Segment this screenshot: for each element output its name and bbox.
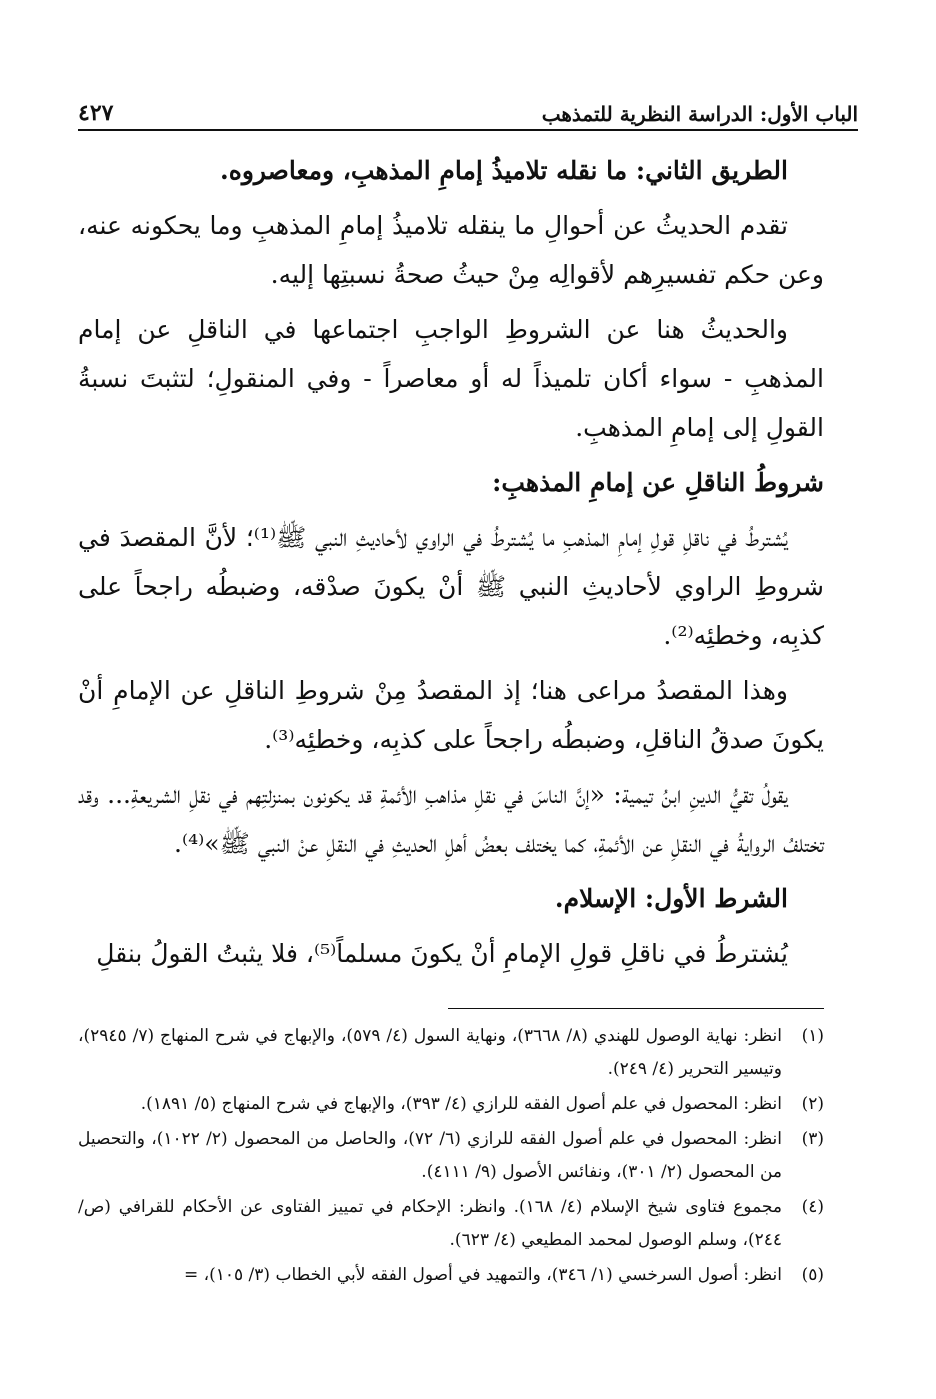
footnote [78, 1020, 824, 1086]
section-heading: الشرط الأول: الإسلام. [554, 884, 788, 913]
footnote-text: انظر: المحصول في علم أصول الفقه للرازي (٦/ ٧٢)، والحاصل من المحصول (٢/ ١٠٢٢)، والتحصيل من المحصول (٢/ ٣٠١)، ونفائس الأصول (٩/ ٤١١١). [78, 1129, 782, 1182]
main-text [78, 146, 824, 984]
page-header [78, 94, 858, 126]
running-title: الباب الأول: الدراسة النظرية للتمذهب [541, 102, 858, 126]
footnotes [78, 1020, 824, 1294]
footnote-text: انظر: أصول السرخسي (١/ ٣٤٦)، والتمهيد في أصول الفقه لأبي الخطاب (٣/ ١٠٥)، = [183, 1265, 782, 1285]
paragraph: يُشترطُ في ناقلِ قولِ إمامِ المذهبِ ما يُشترطُ في الراوي لأحاديثِ النبي ﷺ⁽¹⁾؛ لأنَّ المقصدَ في شروطِ الراوي لأحاديثِ النبي ﷺ أنْ يكونَ صدْقه، وضبطُه راجحاً على كذبِه، وخطئِه⁽²⁾. [78, 523, 824, 650]
footnote [78, 1088, 824, 1121]
section-heading: شروطُ الناقلِ عن إمامِ المذهبِ: [492, 468, 824, 497]
footnote [78, 1123, 824, 1189]
footnote-number: (٣) [801, 1129, 824, 1149]
section-heading: الطريق الثاني: ما نقله تلاميذُ إمامِ المذهبِ، ومعاصروه. [220, 156, 788, 185]
footnote-number: (٢) [801, 1094, 824, 1114]
footnote-number: (١) [801, 1026, 824, 1046]
footnote-number: (٥) [801, 1265, 824, 1285]
header-rule [78, 129, 858, 131]
footnote-text: مجموع فتاوى شيخ الإسلام (٤/ ١٦٨). وانظر: الإحكام في تمييز الفتاوى عن الأحكام للقرافي (ص/ ٢٤٤)، وسلم الوصول لمحمد المطيعي (٤/ ٦٢٣). [78, 1197, 782, 1250]
paragraph: يُشترطُ في ناقلِ قولِ الإمامِ أنْ يكونَ مسلماً⁽⁵⁾، فلا يثبتُ القولُ بنقلِ [96, 939, 788, 968]
footnote [78, 1191, 824, 1257]
page-number: ٤٢٧ [78, 100, 114, 126]
footnote-text: انظر: المحصول في علم أصول الفقه للرازي (٤/ ٣٩٣)، والإبهاج في شرح المنهاج (٥/ ١٨٩١). [140, 1094, 782, 1114]
paragraph: تقدم الحديثُ عن أحوالِ ما ينقله تلاميذُ إمامِ المذهبِ وما يحكونه عنه، وعن حكم تفسيرِهم لأقوالِه مِنْ حيثُ صحةُ نسبتِها إليه. [78, 211, 824, 289]
paragraph: وهذا المقصدُ مراعى هنا؛ إذ المقصدُ مِنْ شروطِ الناقلِ عن الإمامِ أنْ يكونَ صدقُ الناقلِ، وضبطُه راجحاً على كذبِه، وخطئِه⁽³⁾. [78, 676, 824, 754]
paragraph: يقولُ تقيُّ الدينِ ابنُ تيمية: «إنَّ الناسَ في نقلِ مذاهبِ الأئمةِ قد يكونون بمنزلتِهم في نقلِ الشريعةِ... وقد تختلفُ الروايةُ في النقلِ عن الأئمةِ، كما يختلف بعضُ أهلِ الحديثِ في النقلِ عنْ النبي ﷺ»⁽⁴⁾. [78, 780, 824, 858]
footnote-separator [448, 1008, 824, 1009]
paragraph: والحديثُ هنا عن الشروطِ الواجبِ اجتماعها في الناقلِ عن إمام المذهبِ - سواء أكان تلميذاً له أو معاصراً - وفي المنقولِ؛ لتثبتَ نسبةُ القولِ إلى إمامِ المذهبِ. [78, 315, 824, 442]
footnote-number: (٤) [801, 1197, 824, 1217]
footnote-text: انظر: نهاية الوصول للهندي (٨/ ٣٦٦٨)، ونهاية السول (٤/ ٥٧٩)، والإبهاج في شرح المنهاج (٧/ ٢٩٤٥)، وتيسير التحرير (٤/ ٢٤٩). [78, 1026, 783, 1079]
footnote [78, 1259, 824, 1292]
